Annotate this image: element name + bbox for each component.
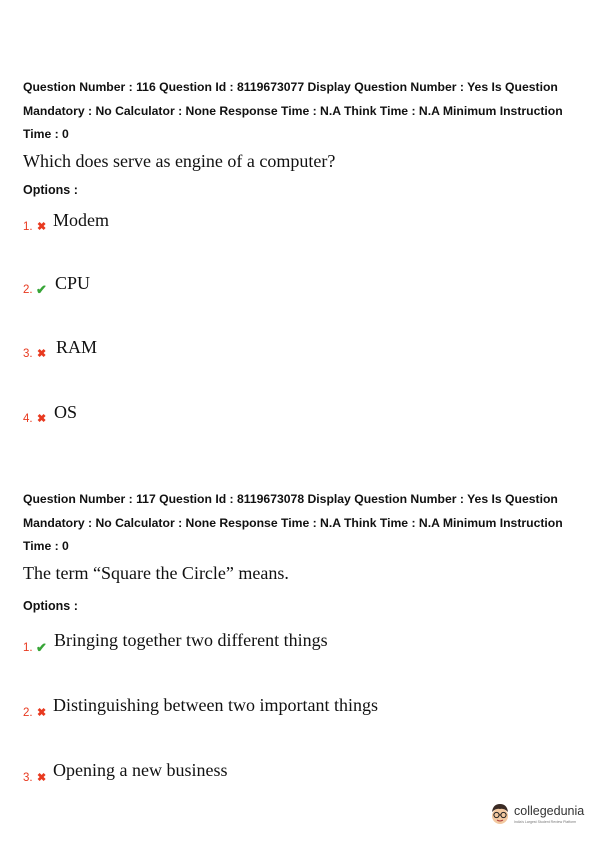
logo-tagline: India's Largest Student Review Platform: [514, 820, 577, 824]
option-item[interactable]: [23, 630, 563, 660]
option-item[interactable]: [23, 402, 563, 432]
check-icon: ✔: [36, 640, 47, 655]
collegedunia-logo: [489, 801, 589, 831]
option-text: Modem: [53, 210, 109, 230]
question-text: Which does serve as engine of a computer?: [23, 151, 336, 171]
options-label: Options :: [23, 183, 78, 197]
option-text: OS: [54, 402, 78, 422]
option-item[interactable]: [23, 760, 563, 790]
option-number: 2.: [23, 284, 33, 296]
options-label: Options :: [23, 599, 78, 613]
mascot-icon: [489, 801, 511, 825]
cross-icon: ✖: [37, 413, 47, 425]
cross-icon: ✖: [37, 348, 47, 360]
cross-icon: ✖: [37, 707, 47, 719]
meta-line: Question Number : 117 Question Id : 8119673078 Display Question Number : Yes Is Question: [23, 492, 558, 506]
logo-wordmark: collegedunia: [514, 804, 585, 818]
meta-line: Mandatory : No Calculator : None Response Time : N.A Think Time : N.A Minimum Instruction: [23, 103, 563, 118]
option-text: Distinguishing between two important things: [53, 695, 378, 715]
option-text: RAM: [56, 337, 98, 357]
option-item[interactable]: [23, 273, 563, 303]
option-number: 4.: [23, 413, 33, 425]
option-number: 1.: [23, 642, 33, 654]
meta-line: Time : 0: [23, 539, 69, 553]
option-item[interactable]: [23, 210, 563, 240]
option-text: CPU: [55, 273, 91, 293]
option-number: 3.: [23, 348, 33, 360]
option-item[interactable]: [23, 337, 563, 367]
option-text: Bringing together two different things: [54, 630, 328, 650]
option-number: 3.: [23, 772, 33, 784]
cross-icon: ✖: [37, 221, 47, 233]
check-icon: ✔: [36, 282, 47, 297]
question-text: The term “Square the Circle” means.: [23, 563, 289, 583]
meta-line: Question Number : 116 Question Id : 8119673077 Display Question Number : Yes Is Question: [23, 80, 558, 94]
question-meta: [23, 76, 583, 147]
option-item[interactable]: [23, 695, 563, 725]
cross-icon: ✖: [37, 772, 47, 784]
meta-line: Time : 0: [23, 127, 69, 141]
question-meta: [23, 488, 583, 559]
option-number: 2.: [23, 707, 33, 719]
option-text: Opening a new business: [53, 760, 228, 780]
meta-line: Mandatory : No Calculator : None Response Time : N.A Think Time : N.A Minimum Instruction: [23, 515, 563, 530]
option-number: 1.: [23, 221, 33, 233]
